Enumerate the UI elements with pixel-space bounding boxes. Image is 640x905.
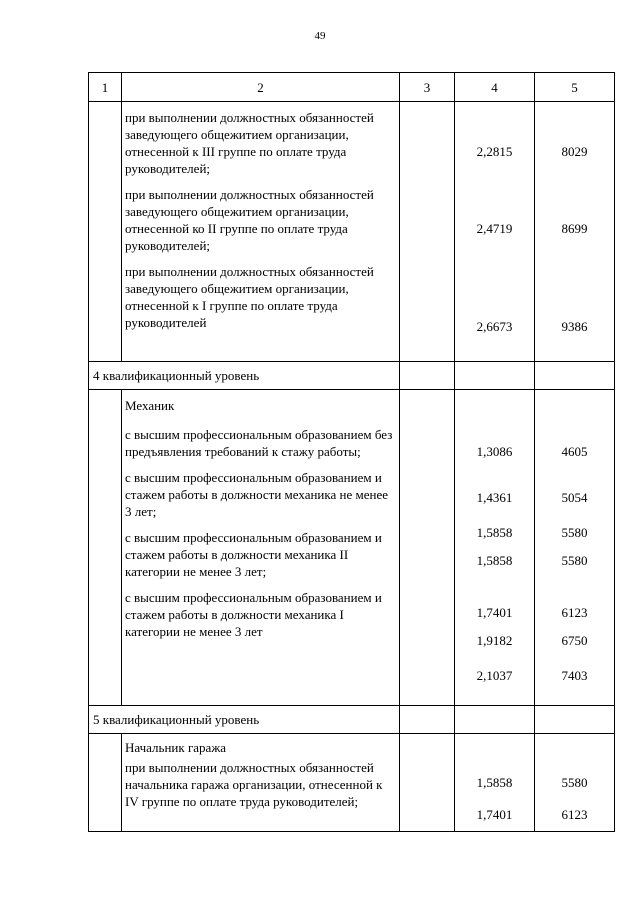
empty-cell	[455, 706, 535, 734]
salary-value: 5580	[561, 525, 588, 540]
salary-value: 8029	[561, 144, 588, 159]
salary-value: 6123	[561, 807, 588, 822]
salary-cell	[535, 102, 615, 362]
coefficient-cell	[455, 734, 535, 832]
coefficient-value: 1,5858	[476, 553, 513, 568]
empty-cell	[89, 102, 122, 362]
coefficient-value: 2,2815	[476, 144, 513, 159]
salary-table	[88, 72, 615, 832]
salary-value: 7403	[561, 668, 588, 683]
coefficient-value: 1,3086	[476, 444, 513, 459]
empty-cell	[400, 362, 455, 390]
coefficient-value: 2,1037	[476, 668, 513, 683]
coefficient-value: 2,6673	[476, 319, 513, 334]
coefficient-value: 1,9182	[476, 633, 513, 648]
item-text: при выполнении должностных обязанностей заведующего общежитием организации, отнесенной ко II группе по оплате труда руководителей;	[125, 187, 374, 253]
empty-cell	[455, 362, 535, 390]
salary-value: 4605	[561, 444, 588, 459]
coefficient-value: 1,5858	[476, 525, 513, 540]
header-col-1: 1	[89, 73, 122, 102]
item-text: с высшим профессиональным образованием и стажем работы в должности механика II категории не менее 3 лет;	[125, 530, 382, 579]
qualification-level-row	[89, 706, 615, 734]
item-text: при выполнении должностных обязанностей начальника гаража организации, отнесенной к IV группе по оплате труда руководителей;	[125, 760, 383, 809]
position-title: Начальник гаража	[125, 740, 227, 755]
table-row	[89, 102, 615, 362]
coefficient-value: 1,5858	[476, 775, 513, 790]
item-text: при выполнении должностных обязанностей заведующего общежитием организации, отнесенной к III группе по оплате труда руководителей;	[125, 110, 374, 176]
item-text: с высшим профессиональным образованием без предъявления требований к стажу работы;	[125, 427, 393, 459]
coefficient-value: 1,7401	[476, 605, 513, 620]
header-col-4: 4	[455, 73, 535, 102]
qualification-level-5: 5 квалификационный уровень	[89, 706, 400, 734]
item-text: с высшим профессиональным образованием и стажем работы в должности механика не менее 3 лет;	[125, 470, 389, 519]
coefficient-value: 2,4719	[476, 221, 513, 236]
salary-value: 6750	[561, 633, 588, 648]
empty-cell	[400, 390, 455, 706]
salary-cell	[535, 390, 615, 706]
salary-cell	[535, 734, 615, 832]
table-row	[89, 734, 615, 832]
empty-cell	[400, 102, 455, 362]
position-title: Механик	[125, 398, 175, 413]
header-col-5: 5	[535, 73, 615, 102]
empty-cell	[89, 734, 122, 832]
position-description-cell	[122, 102, 400, 362]
item-text: при выполнении должностных обязанностей заведующего общежитием организации, отнесенной к I группе по оплате труда руководителей	[125, 264, 374, 330]
coefficient-value: 1,4361	[476, 490, 513, 505]
coefficient-cell	[455, 390, 535, 706]
page-number: 49	[314, 30, 326, 42]
header-col-2: 2	[122, 73, 400, 102]
empty-cell	[89, 390, 122, 706]
coefficient-cell	[455, 102, 535, 362]
item-text: с высшим профессиональным образованием и стажем работы в должности механика I категории не менее 3 лет	[125, 590, 382, 639]
salary-value: 6123	[561, 605, 588, 620]
coefficient-value: 1,7401	[476, 807, 513, 822]
empty-cell	[535, 362, 615, 390]
salary-value: 5580	[561, 553, 588, 568]
position-description-cell	[122, 390, 400, 706]
salary-value: 8699	[561, 221, 588, 236]
table-row	[89, 390, 615, 706]
salary-value: 9386	[561, 319, 588, 334]
salary-value: 5580	[561, 775, 588, 790]
empty-cell	[535, 706, 615, 734]
header-col-3: 3	[400, 73, 455, 102]
salary-value: 5054	[561, 490, 588, 505]
qualification-level-row	[89, 362, 615, 390]
qualification-level-4: 4 квалификационный уровень	[89, 362, 400, 390]
table-header-row	[89, 73, 615, 102]
empty-cell	[400, 734, 455, 832]
position-description-cell	[122, 734, 400, 832]
empty-cell	[400, 706, 455, 734]
